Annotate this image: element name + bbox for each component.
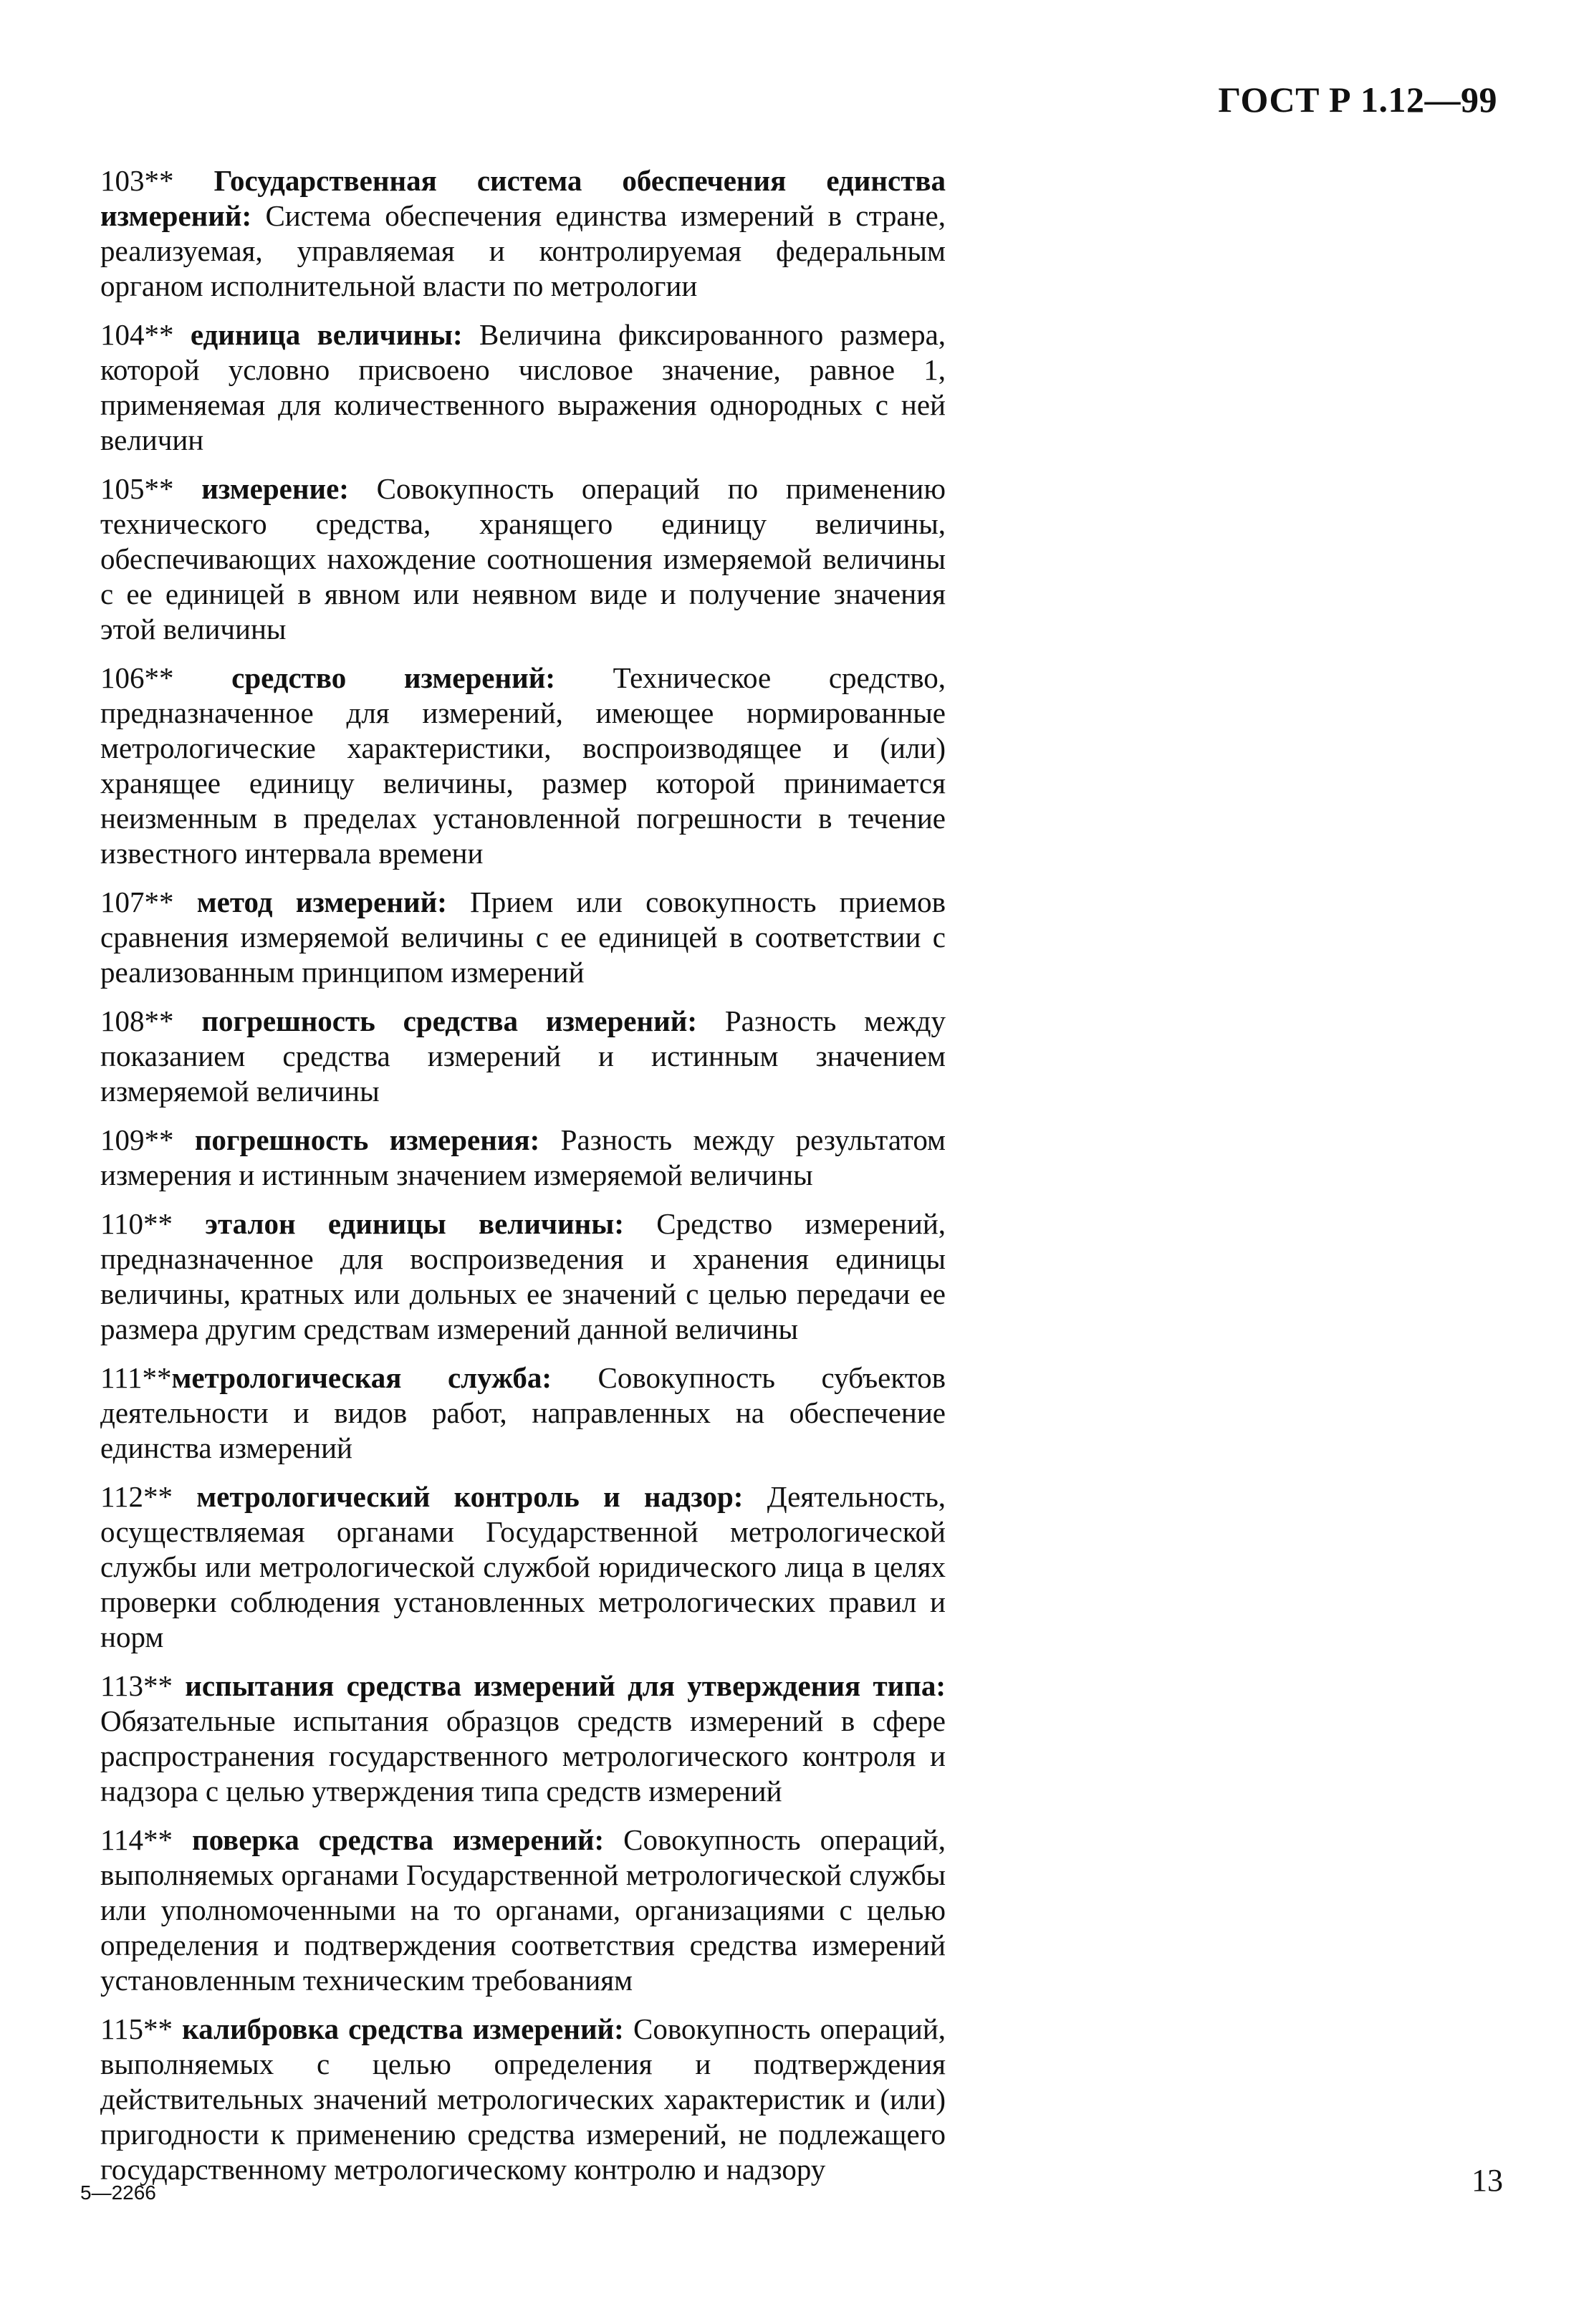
entry-number: 103** (100, 164, 174, 197)
document-header: ГОСТ Р 1.12—99 (1218, 80, 1497, 120)
entry-definition: Прием или совокупность приемов сравнения измеряемой величины с ее единицей в соответствии с реализованным принципом измерений (100, 885, 946, 989)
entry-definition: Совокупность операций по применению технического средства, хранящего единицу величины, обеспечивающих нахождение соотношения измеряемой величины с ее единицей в явном или неявном виде и получение значения этой величины (100, 472, 946, 645)
entry-definition: Разность между результатом измерения и истинным значением измеряемой величины (100, 1123, 946, 1191)
entry-definition: Деятельность, осуществляемая органами Государственной метрологической службы или метрологической службой юридического лица в целях проверки соблюдения установленных метрологических правил и норм (100, 1480, 946, 1653)
entry-definition: Величина фиксированного размера, которой условно присвоено числовое значение, равное 1, применяемая для количественного выражения однородных с ней величин (100, 318, 946, 456)
entry-term: измерение: (201, 472, 349, 505)
entry-definition: Обязательные испытания образцов средств измерений в сфере распространения государственного метрологического контроля и надзора с целью утверждения типа средств измерений (100, 1704, 946, 1807)
entry-term: Государственная система обеспечения единства измерений: (100, 164, 946, 232)
entry-106 (100, 661, 946, 871)
entry-term: метод измерений: (196, 885, 447, 918)
entry-number: 113** (100, 1669, 173, 1702)
entry-definition: Разность между показанием средства измерений и истинным значением измеряемой величины (100, 1004, 946, 1108)
entry-number: 114** (100, 1823, 173, 1856)
entry-term: испытания средства измерений для утверждения типа: (185, 1669, 946, 1702)
entry-104 (100, 317, 946, 458)
entry-term: погрешность средства измерений: (201, 1004, 698, 1037)
entry-110 (100, 1206, 946, 1347)
entry-definition: Система обеспечения единства измерений в стране, реализуемая, управляемая и контролируемая федеральным органом исполнительной власти по метрологии (100, 199, 946, 302)
page-number: 13 (1472, 2163, 1503, 2198)
entry-113 (100, 1668, 946, 1809)
entry-number: 107** (100, 885, 174, 918)
entry-number: 111** (100, 1361, 172, 1394)
entry-108 (100, 1004, 946, 1109)
entry-112 (100, 1479, 946, 1655)
entry-number: 110** (100, 1207, 173, 1240)
entry-definition: Совокупность субъектов деятельности и видов работ, направленных на обеспечение единства измерений (100, 1361, 946, 1464)
entry-109 (100, 1123, 946, 1193)
entry-103 (100, 163, 946, 304)
entry-107 (100, 885, 946, 990)
entry-term: метрологический контроль и надзор: (196, 1480, 744, 1513)
entry-105 (100, 471, 946, 647)
entry-number: 108** (100, 1004, 174, 1037)
entry-term: средство измерений: (231, 661, 556, 694)
entry-number: 115** (100, 2012, 173, 2045)
entry-114 (100, 1823, 946, 1998)
entry-term: единица величины: (190, 318, 463, 351)
entry-definition: Техническое средство, предназначенное для измерений, имеющее нормированные метрологические характеристики, воспроизводящее и (или) хранящее единицу величины, размер которой принимается неизменным в пределах установленной погрешности в течение известного интервала времени (100, 661, 946, 870)
entry-111 (100, 1360, 946, 1466)
entry-term: погрешность измерения: (194, 1123, 540, 1156)
entry-definition: Средство измерений, предназначенное для воспроизведения и хранения единицы величины, кратных или дольных ее значений с целью передачи ее размера другим средствам измерений данной величины (100, 1207, 946, 1345)
entry-term: метрологическая служба: (171, 1361, 552, 1394)
glossary-entries (100, 163, 946, 2201)
entry-number: 104** (100, 318, 174, 351)
entry-term: эталон единицы величины: (205, 1207, 624, 1240)
entry-number: 112** (100, 1480, 173, 1513)
sheet-code: 5—2266 (80, 2181, 156, 2204)
entry-number: 105** (100, 472, 174, 505)
entry-definition: Совокупность операций, выполняемых с целью определения и подтверждения действительных значений метрологических характеристик и (или) пригодности к применению средства измерений, не подлежащего государственному метрологическому контролю и надзору (100, 2012, 946, 2186)
entry-definition: Совокупность операций, выполняемых органами Государственной метрологической службы или уполномоченными на то органами, организациями с целью определения и подтверждения соответствия средства измерений установленным техническим требованиям (100, 1823, 946, 1997)
entry-number: 106** (100, 661, 174, 694)
entry-term: поверка средства измерений: (191, 1823, 605, 1856)
entry-115 (100, 2012, 946, 2187)
entry-number: 109** (100, 1123, 174, 1156)
entry-term: калибровка средства измерений: (182, 2012, 624, 2045)
